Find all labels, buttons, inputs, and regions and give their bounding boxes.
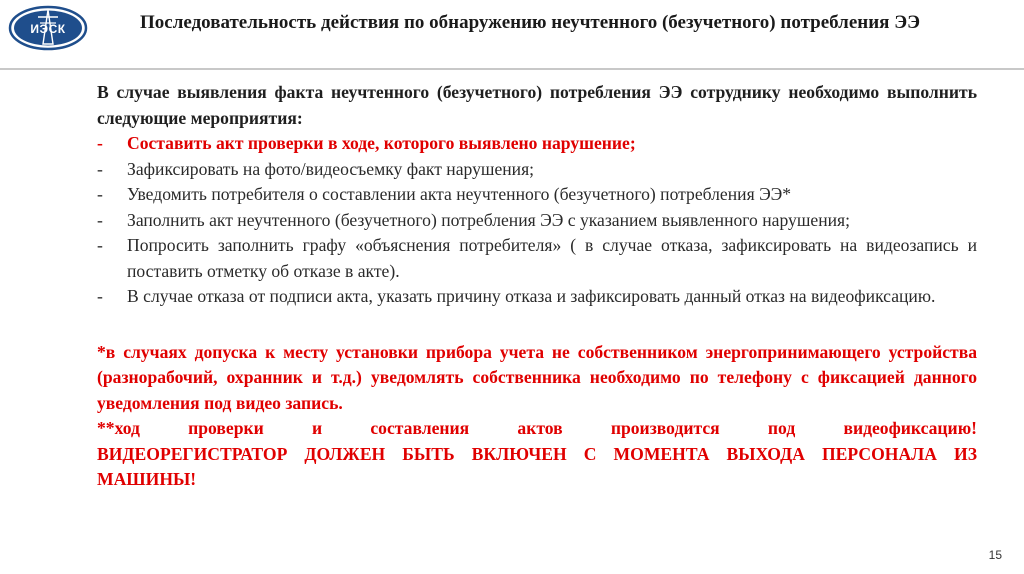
footnote-single-asterisk: *в случаях допуска к месту установки прибора учета не собственником энергопринимающего устройства (разнорабочий, охранник и т.д.) уведомлять собственника необходимо по телефону с фиксацией данного уведомления под видео запись. bbox=[97, 341, 977, 413]
bullet-dash: - bbox=[97, 209, 103, 230]
step-text: Составить акт проверки в ходе, которого выявлено нарушение; bbox=[127, 133, 636, 153]
list-item bbox=[97, 284, 977, 310]
step-text: Зафиксировать на фото/видеосъемку факт нарушения; bbox=[127, 158, 535, 179]
slide-content bbox=[97, 80, 977, 493]
bullet-dash: - bbox=[97, 133, 103, 153]
list-item bbox=[97, 208, 977, 234]
step-text: Заполнить акт неучтенного (безучетного) потребления ЭЭ с указанием выявленного нарушения; bbox=[127, 209, 851, 230]
bullet-dash: - bbox=[97, 286, 103, 306]
step-text: В случае отказа от подписи акта, указать причину отказа и зафиксировать данный отказ на видеофиксацию. bbox=[127, 286, 936, 306]
svg-text:ИЭСК: ИЭСК bbox=[30, 22, 66, 36]
steps-list bbox=[97, 131, 977, 310]
iesk-logo-icon bbox=[6, 4, 90, 52]
bullet-dash: - bbox=[97, 184, 103, 204]
page-title: Последовательность действия по обнаружению неучтенного (безучетного) потребления ЭЭ bbox=[140, 12, 920, 33]
page-number: 15 bbox=[988, 548, 1002, 562]
footnote-lead: **ход проверки и составления актов производится под видеофиксацию! bbox=[97, 418, 977, 438]
step-text: Уведомить потребителя о составлении акта неучтенного (безучетного) потребления ЭЭ* bbox=[127, 184, 792, 204]
bullet-dash: - bbox=[97, 235, 103, 255]
list-item bbox=[97, 233, 977, 284]
list-item bbox=[97, 182, 977, 208]
list-item bbox=[97, 131, 977, 157]
intro-paragraph: В случае выявления факта неучтенного (безучетного) потребления ЭЭ сотруднику необходимо выполнить следующие мероприятия: bbox=[97, 82, 977, 128]
list-item bbox=[97, 157, 977, 183]
footnote-double-asterisk bbox=[97, 416, 977, 493]
bullet-dash: - bbox=[97, 158, 103, 179]
title-divider bbox=[0, 68, 1024, 70]
company-logo bbox=[6, 4, 90, 52]
footnote-warning-caps: ВИДЕОРЕГИСТРАТОР ДОЛЖЕН БЫТЬ ВКЛЮЧЕН С МОМЕНТА ВЫХОДА ПЕРСОНАЛА ИЗ МАШИНЫ! bbox=[97, 443, 977, 489]
step-text: Попросить заполнить графу «объяснения потребителя» ( в случае отказа, зафиксировать на видеозапись и поставить отметку об отказе в акте). bbox=[127, 235, 977, 281]
